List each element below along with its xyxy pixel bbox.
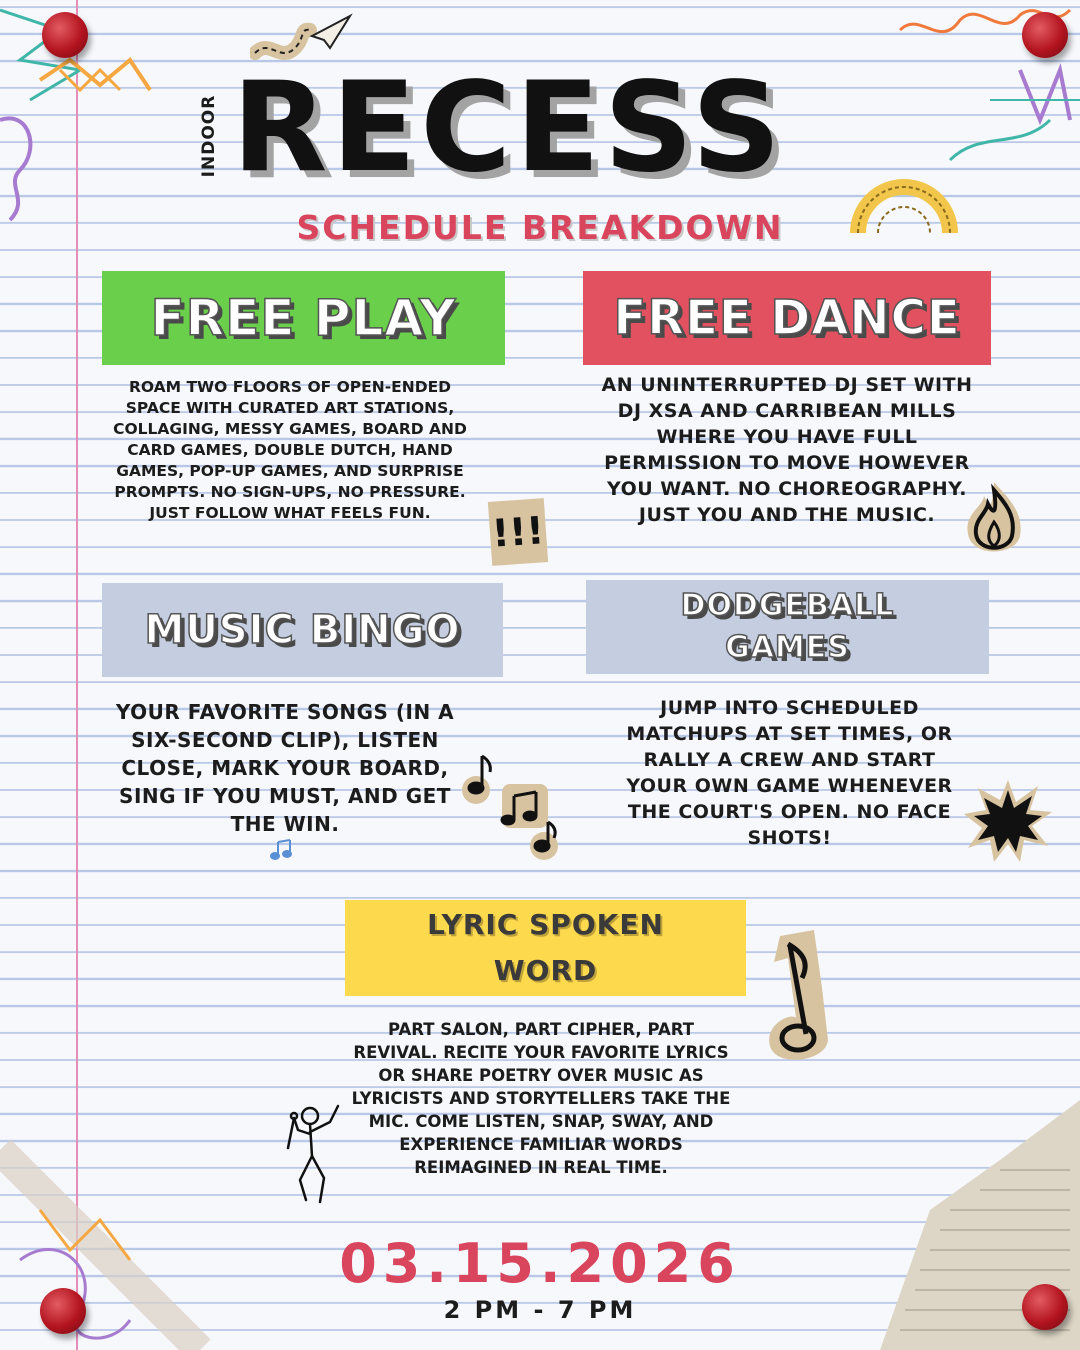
page-title: RECESS [232,56,785,200]
event-date: 03.15.2026 [339,1232,741,1295]
dodgeball-description: JUMP INTO SCHEDULED MATCHUPS AT SET TIMES, OR RALLY A CREW AND START YOUR OWN GAME WHENEVER THE COURT'S OPEN. NO FACE SHOTS! [626,697,953,849]
pushpin-top-right [1022,12,1068,58]
free-dance-title: FREE DANCE [613,290,961,346]
dodgeball-title-line1: DODGEBALL [680,588,895,623]
exclamation-text: !!! [490,508,546,556]
flame-icon [958,478,1030,562]
dodgeball-heading [586,580,989,674]
free-play-description: ROAM TWO FLOORS OF OPEN-ENDED SPACE WITH CURATED ART STATIONS, COLLAGING, MESSY GAMES, BOARD AND CARD GAMES, DOUBLE DUTCH, HAND GAMES, POP-UP GAMES, AND SURPRISE PROMPTS. NO SIGN-UPS, NO PRESSURE. JUST FOLLOW WHAT FEELS FUN. [113,378,467,522]
music-notes-icon [462,748,572,868]
music-bingo-title: MUSIC BINGO [144,607,461,653]
lyric-spoken-word-title-line2: WORD [493,954,598,987]
free-play-title: FREE PLAY [150,289,457,347]
lyric-spoken-word-description: PART SALON, PART CIPHER, PART REVIVAL. RECITE YOUR FAVORITE LYRICS OR SHARE POETRY OVER MUSIC AS LYRICISTS AND STORYTELLERS TAKE THE MIC. COME LISTEN, SNAP, SWAY, AND EXPERIENCE FAMILIAR WORDS REIMAGINED IN REAL TIME. [351,1020,731,1177]
page-subtitle: SCHEDULE BREAKDOWN [296,208,784,247]
small-notes-icon [270,838,296,862]
music-note-icon [762,928,834,1066]
lyric-spoken-word-heading [345,900,746,996]
burst-icon [962,778,1054,864]
free-play-heading [102,271,505,365]
music-bingo-heading [102,583,503,677]
pushpin-top-left [42,12,88,58]
event-time: 2 PM - 7 PM [443,1296,637,1324]
free-dance-description: AN UNINTERRUPTED DJ SET WITH DJ XSA AND CARRIBEAN MILLS WHERE YOU HAVE FULL PERMISSION TO MOVE HOWEVER YOU WANT. NO CHOREOGRAPHY. JUST YOU AND THE MUSIC. [601,374,973,526]
dodgeball-title-line2: GAMES [725,630,850,665]
lyric-spoken-word-title-line1: LYRIC SPOKEN [427,908,664,941]
kicker-label: INDOOR [199,94,219,178]
music-bingo-description: YOUR FAVORITE SONGS (IN A SIX-SECOND CLIP), LISTEN CLOSE, MARK YOUR BOARD, SING IF YOU MUST, AND GET THE WIN. [115,700,455,836]
free-dance-heading [583,271,991,365]
exclamation-sticker [488,498,548,566]
singer-icon [280,1100,346,1206]
